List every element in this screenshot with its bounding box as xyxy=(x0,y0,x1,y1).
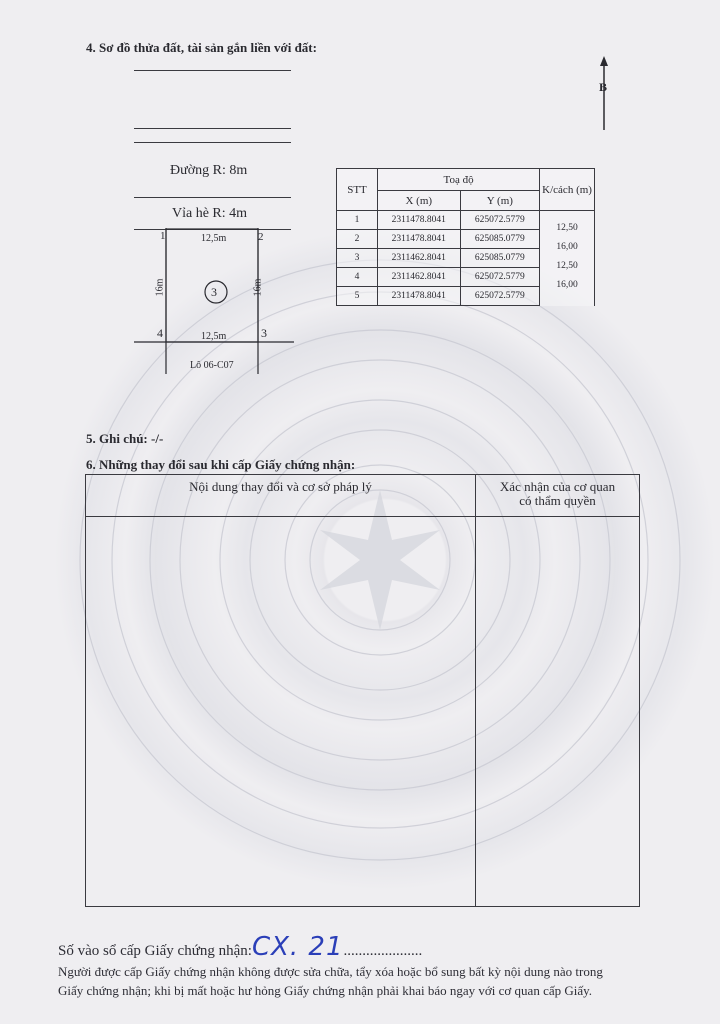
notice-line-2: Giấy chứng nhận; khi bị mất hoặc hư hỏng Giấy chứng nhận phải khai báo ngay với cơ quan cấp Giấy. xyxy=(58,983,593,998)
authority-confirmation-header: Xác nhận của cơ quan có thẩm quyền xyxy=(476,475,640,517)
distance-value: 12,50 xyxy=(556,223,578,233)
bottom-length-label: 12,5m xyxy=(201,331,227,342)
register-number-row xyxy=(58,932,422,962)
plot-number: 3 xyxy=(211,285,217,299)
register-number-handwritten: CX. 21 xyxy=(251,932,344,962)
sidewalk-label: Vỉa hè R: 4m xyxy=(172,206,248,221)
left-length-label: 16m xyxy=(154,278,166,297)
lot-label: Lô 06-C07 xyxy=(190,360,234,371)
distance-column xyxy=(540,211,595,306)
x-header: X (m) xyxy=(377,191,460,211)
authority-confirmation-cell xyxy=(476,517,640,907)
diagram-line xyxy=(134,128,291,129)
changes-content-cell xyxy=(86,517,476,907)
distance-value: 12,50 xyxy=(556,261,578,271)
table-row: 5 2311478.8041 625072.5779 xyxy=(337,287,595,306)
corner-1-label: 1 xyxy=(160,230,166,242)
coordinate-table xyxy=(336,168,595,306)
north-label: B xyxy=(599,80,608,94)
section-6-heading: 6. Những thay đổi sau khi cấp Giấy chứng nhận: xyxy=(86,457,356,472)
changes-content-header: Nội dung thay đổi và cơ sở pháp lý xyxy=(86,475,476,517)
table-row: 3 2311462.8041 625085.0779 xyxy=(337,249,595,268)
corner-4-label: 4 xyxy=(157,326,163,340)
y-header: Y (m) xyxy=(460,191,540,211)
section-4-heading: 4. Sơ đồ thửa đất, tài sản gắn liền với đất: xyxy=(86,40,317,55)
road-label: Đường R: 8m xyxy=(170,163,248,178)
distance-value: 16,00 xyxy=(556,280,578,290)
stt-header: STT xyxy=(337,169,378,211)
top-length-label: 12,5m xyxy=(201,233,227,244)
section-5-heading: 5. Ghi chú: -/- xyxy=(86,431,164,446)
register-number-label: Số vào sổ cấp Giấy chứng nhận: xyxy=(58,943,252,959)
table-row: 1 2311478.8041 625072.5779 12,50 16,00 12,50 16,00 xyxy=(337,211,595,230)
notice-line-1: Người được cấp Giấy chứng nhận không được sửa chữa, tẩy xóa hoặc bổ sung bất kỳ nội dung nào trong xyxy=(58,964,603,979)
distance-value: 16,00 xyxy=(556,242,578,252)
right-length-label: 16m xyxy=(252,278,264,297)
coords-header: Toạ độ xyxy=(377,169,539,191)
table-row: 4 2311462.8041 625072.5779 xyxy=(337,268,595,287)
plot-diagram xyxy=(134,228,294,378)
distance-header: K/cách (m) xyxy=(540,169,595,211)
diagram-line xyxy=(134,70,291,71)
table-row: 2 2311478.8041 625085.0779 xyxy=(337,230,595,249)
corner-3-label: 3 xyxy=(261,326,267,340)
diagram-line xyxy=(134,197,291,198)
changes-table xyxy=(85,474,640,907)
diagram-line xyxy=(134,142,291,143)
register-number-dots: ..................... xyxy=(343,943,423,959)
corner-2-label: 2 xyxy=(258,231,264,243)
